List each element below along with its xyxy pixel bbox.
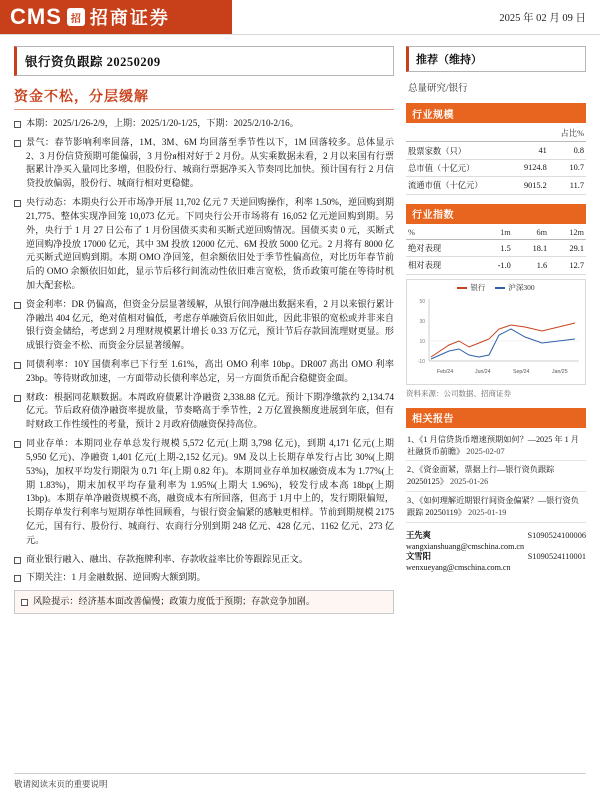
square-bullet-icon	[14, 441, 21, 448]
report-link[interactable]: 1、《1 月信贷货币增速预期如何？—2025 年 1 月社融货币前瞻》	[407, 434, 579, 456]
risk-text: 风险提示：经济基本面改善偏慢；政策力度低于预期；存款竞争加剧。	[33, 596, 315, 607]
table-row	[406, 257, 586, 274]
table-header-row	[406, 125, 586, 142]
cell-12m: 12.7	[549, 257, 586, 274]
brand-logo	[0, 0, 232, 34]
cell-value: 9124.8	[512, 159, 548, 176]
svg-text:-10: -10	[417, 358, 425, 365]
bullet-text: 央行动态：本期央行公开市场净开展 11,702 亿元 7 天逆回购操作，利率 1.50%，逆回购到期 21,775、整体实现净回笼 10,073 亿元。下同央行公开市场将有 16,052 亿元逆回购到期。另外，央行于 1 月 27 日公布了 1 月份国债买卖和买断式逆回购情况。国债买卖 0 元，买断式逆回购净投放 17000 亿元，其中 3M 投放 12000 亿元、6M 投放 5000 亿元。2 月将有 8000 亿元买断式逆回购到期。本期 OMO 净回笼，但余额依旧处于季节性偏高位，对比历年春节前后的 OMO 余额依旧如此，显示节后移行间流动性依旧难言宽松，货币政策可能在等待时机加大配套松。	[26, 197, 394, 290]
col-6m: 6m	[513, 226, 549, 240]
cell-label: 流通市值（十亿元）	[406, 177, 512, 194]
list-item	[14, 196, 394, 293]
analyst-license: S1090524100006	[527, 530, 586, 540]
square-bullet-icon	[21, 599, 28, 606]
report-subtitle: 资金不松，分层缓解	[14, 90, 149, 105]
legend-label: 银行	[470, 282, 486, 292]
report-link[interactable]: 2、《资金面紧，票据上行—银行资负跟踪 20250125》	[407, 465, 555, 487]
report-date: 2025-01-19	[468, 508, 507, 518]
report-date: 2025 年 02 月 09 日	[499, 13, 586, 24]
cell-share: 11.7	[549, 177, 586, 194]
page-header	[0, 0, 600, 34]
cell-6m: 1.6	[513, 257, 549, 274]
square-bullet-icon	[14, 302, 21, 309]
col-1m: 1m	[479, 226, 513, 240]
analyst-row	[406, 530, 586, 542]
report-link[interactable]: 3、《如何理解近期银行间资金偏紧？—银行资负跟踪 20250119》	[407, 496, 579, 518]
bullet-text: 本期：2025/1/26-2/9，上期：2025/1/20-1/25，下期：2025/2/10-2/16。	[26, 118, 299, 128]
analyst-row	[406, 551, 586, 563]
risk-disclaimer	[14, 590, 394, 614]
cell-share: 10.7	[549, 159, 586, 176]
chart-source: 资料来源：公司数据、招商证券	[406, 388, 511, 398]
analyst-license: S1090524110001	[527, 551, 586, 561]
table-row	[406, 177, 586, 194]
bullet-text: 资金利率：DR 仍偏高，但资金分层显著缓解，从银行间净融出数据来看，2 月以来银行累计净融出 404 亿元，绝对值相对偏低，考虑存单融资后依旧如此，因此非银的宽松或并非来自银行资金储给，考虑到 2 月理财规模累计增长 0.33 万亿元，预计节后存款回流理财更显。形成银行资金不松、而资金分层显著缓解。	[26, 298, 394, 351]
industry-scale-table	[406, 125, 586, 195]
list-item	[14, 571, 394, 585]
brand-logo-cn: 招商证券	[89, 8, 170, 28]
svg-text:Jan/25: Jan/25	[552, 368, 568, 375]
brand-logo-en: CMS	[10, 4, 62, 29]
list-item[interactable]	[406, 461, 586, 492]
cell-1m: 1.5	[479, 239, 513, 256]
legend-item-hs300	[495, 282, 534, 293]
main-content	[14, 46, 394, 619]
square-bullet-icon	[14, 200, 21, 207]
footer-divider	[14, 773, 586, 774]
table-row	[406, 159, 586, 176]
svg-text:Feb/24: Feb/24	[437, 368, 454, 375]
performance-chart	[406, 279, 586, 385]
legend-label: 沪深300	[508, 282, 535, 292]
list-item	[14, 298, 394, 353]
list-item[interactable]	[406, 492, 586, 523]
svg-text:10: 10	[419, 338, 425, 345]
square-bullet-icon	[14, 121, 21, 128]
col-12m: 12m	[549, 226, 586, 240]
cell-label: 总市值（十亿元）	[406, 159, 512, 176]
table-header-row	[406, 226, 586, 240]
cell-value: 41	[512, 142, 548, 159]
svg-text:30: 30	[419, 318, 425, 325]
legend-item-bank	[457, 282, 485, 293]
report-title: 银行资负跟踪 20250209	[14, 46, 394, 76]
industry-index-table	[406, 226, 586, 275]
bullet-text: 景气：春节影响利率回落，1M、3M、6M 均回落至季节性以下，1M 回落较多。总体显示 2、3 月份信贷预期可能偏弱，3 月份я相对好于 2 月份。从实乘数据未看，2 月以来国有行票据累计净买入量同比多增，但股份行、城商行票据净买入节奏同比加快。预计国有行 2 月信贷投放偏弱，股份行、城商行相对更稳健。	[26, 136, 394, 189]
cell-label: 相对表现	[406, 257, 479, 274]
section-heading-related-reports: 相关报告	[406, 408, 586, 428]
col-value	[512, 125, 548, 142]
related-reports-list	[406, 431, 586, 523]
footer-note: 敬请阅读末页的重要说明	[14, 779, 108, 789]
sidebar	[406, 46, 586, 572]
analyst-email[interactable]: wangxianshuang@cmschina.com.cn	[406, 541, 525, 551]
square-bullet-icon	[14, 140, 21, 147]
cell-share: 0.8	[549, 142, 586, 159]
section-heading-industry-index: 行业指数	[406, 204, 586, 224]
list-item[interactable]	[406, 431, 586, 462]
analyst-list	[406, 530, 586, 572]
analyst-email[interactable]: wenxueyang@cmschina.com.cn	[406, 563, 511, 572]
square-bullet-icon	[14, 362, 21, 369]
rating-badge: 推荐（维持）	[406, 46, 586, 72]
square-bullet-icon	[14, 557, 21, 564]
analyst-name: 王先爽	[406, 530, 431, 540]
cell-value: 9015.2	[512, 177, 548, 194]
cell-label: 股票家数（只）	[406, 142, 512, 159]
square-bullet-icon	[14, 395, 21, 402]
col-label	[406, 125, 512, 142]
bullet-text: 下期关注：1 月金融数据、逆回购大额到期。	[26, 572, 206, 583]
list-item	[14, 437, 394, 548]
cell-label: 绝对表现	[406, 239, 479, 256]
col-pct: %	[406, 226, 479, 240]
report-date: 2025-01-26	[450, 477, 489, 487]
research-team: 总量研究/银行	[408, 84, 468, 94]
header-divider	[0, 34, 600, 35]
list-item	[14, 136, 394, 191]
svg-text:Sep/24: Sep/24	[513, 368, 530, 375]
list-item	[14, 358, 394, 386]
bullet-text: 商业银行融入、融出、存款拖牌利率、存款收益率比价等跟踪见正文。	[26, 553, 308, 564]
svg-text:Jun/24: Jun/24	[475, 368, 491, 375]
subtitle-divider	[14, 109, 394, 110]
analyst-name: 文雪阳	[406, 551, 431, 561]
bullet-list	[14, 117, 394, 614]
brand-logo-badge: 招	[67, 8, 85, 26]
cell-1m: -1.0	[479, 257, 513, 274]
list-item	[14, 391, 394, 432]
section-heading-industry-scale: 行业规模	[406, 103, 586, 123]
report-date: 2025-02-07	[466, 446, 505, 456]
square-bullet-icon	[14, 575, 21, 582]
bullet-text: 同业存单：本期同业存单总发行规模 5,572 亿元(上期 3,798 亿元)，到期 4,171 亿元(上期 5,950 亿元)、净融资 1,401 亿元(上期-2,152 亿元)。9M 及以上长期存单发行占比 30%(上期 53%)，加权平均发行期限为 0.71 年(上期 0.82 年)。本期同业存单加权融资成本为 1.77%(上期 1.83%)，期末加权平均存量利率为 1.95%(上期大 1.96%)，较发行成本高 18bp(上期 13bp)。本期存单净融资规模不高，融资成本有所回落，但高于 1月中上的，发行期限偏短，长期存单发行利率与短期存单性回顾看，与银行资金偏紧的感触更相样。节前到期规模 2175 亿元，国有行、股份行、城商行、农商行分别到期 248 亿元、428 亿元、1162 亿元、273 亿元。	[26, 438, 394, 545]
list-item	[14, 117, 394, 131]
cell-6m: 18.1	[513, 239, 549, 256]
chart-legend	[407, 280, 585, 293]
svg-text:50: 50	[419, 298, 425, 305]
cell-12m: 29.1	[549, 239, 586, 256]
bullet-text: 财政：根据同花顺数据。本周政府债累计净融资 2,338.88 亿元。预计下期净缴款约 2,134.74 亿元。节后政府债净融资率提放量，节奏略高于季节性，2 万亿置换额度进展到年底，但有时财政工作性缓性的考量，预计 2 月政府债融资保持高位。	[26, 391, 394, 430]
list-item	[14, 553, 394, 567]
chart-svg	[407, 293, 585, 379]
table-row	[406, 142, 586, 159]
table-row	[406, 239, 586, 256]
col-share: 占比%	[549, 125, 586, 142]
bullet-text: 同债利率：10Y 国债利率已下行至 1.61%，高出 OMO 利率 10bp。DR007 高出 OMO 利率 23bp。等待财政加速，一方面带动长债利率怂定，另一方面货币配合稳健资金面。	[26, 359, 394, 383]
